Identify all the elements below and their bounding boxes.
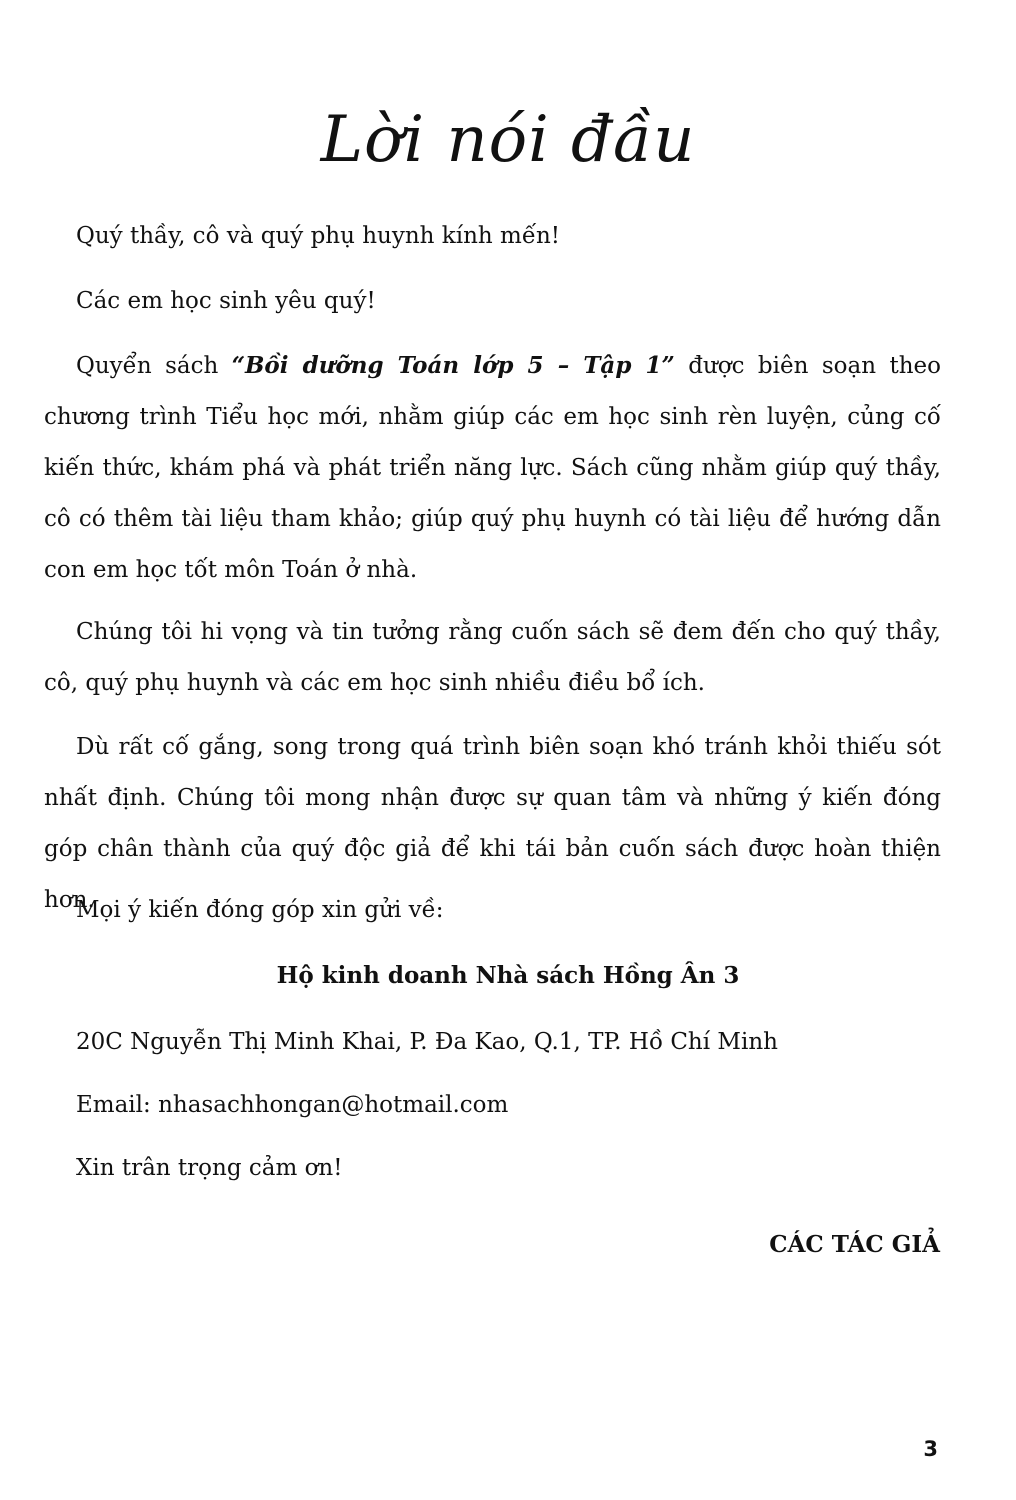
author-signature: CÁC TÁC GIẢ: [769, 1231, 940, 1258]
paragraph-hope: Chúng tôi hi vọng và tin tưởng rằng cuốn sách sẽ đem đến cho quý thầy, cô, quý phụ huynh và các em học sinh nhiều điều bổ ích.: [44, 619, 941, 696]
contact-intro: Mọi ý kiến đóng góp xin gửi về:: [76, 897, 444, 923]
book-title: “Bồi dưỡng Toán lớp 5 – Tập 1”: [231, 352, 675, 379]
paragraph-feedback-request: Dù rất cố gắng, song trong quá trình biên soạn khó tránh khỏi thiếu sót nhất định. Chúng tôi mong nhận được sự quan tâm và những ý kiến đóng góp chân thành của quý độc giả để khi tái bản cuốn sách được hoàn thiện hơn.: [44, 734, 941, 913]
paragraph-book-intro-lead: Quyển sách: [76, 353, 232, 379]
paragraph-book-intro-body: được biên soạn theo chương trình Tiểu học mới, nhằm giúp các em học sinh rèn luyện, củng cố kiến thức, khám phá và phát triển năng lực. Sách cũng nhằm giúp quý thầy, cô có thêm tài liệu tham khảo; giúp quý phụ huynh có tài liệu để hướng dẫn con em học tốt môn Toán ở nhà.: [44, 353, 942, 583]
greeting-students: Các em học sinh yêu quý!: [76, 288, 376, 314]
publisher-address: 20C Nguyễn Thị Minh Khai, P. Đa Kao, Q.1, TP. Hồ Chí Minh: [76, 1029, 778, 1055]
publisher-name: Hộ kinh doanh Nhà sách Hồng Ân 3: [276, 962, 740, 989]
greeting-teachers-parents: Quý thầy, cô và quý phụ huynh kính mến!: [76, 223, 561, 249]
page-title: Lời nói đầu: [320, 103, 696, 177]
publisher-email: Email: nhasachhongan@hotmail.com: [76, 1092, 509, 1118]
page-number: 3: [923, 1437, 938, 1461]
thanks-line: Xin trân trọng cảm ơn!: [76, 1155, 343, 1181]
paragraph-book-intro: [44, 340, 941, 596]
